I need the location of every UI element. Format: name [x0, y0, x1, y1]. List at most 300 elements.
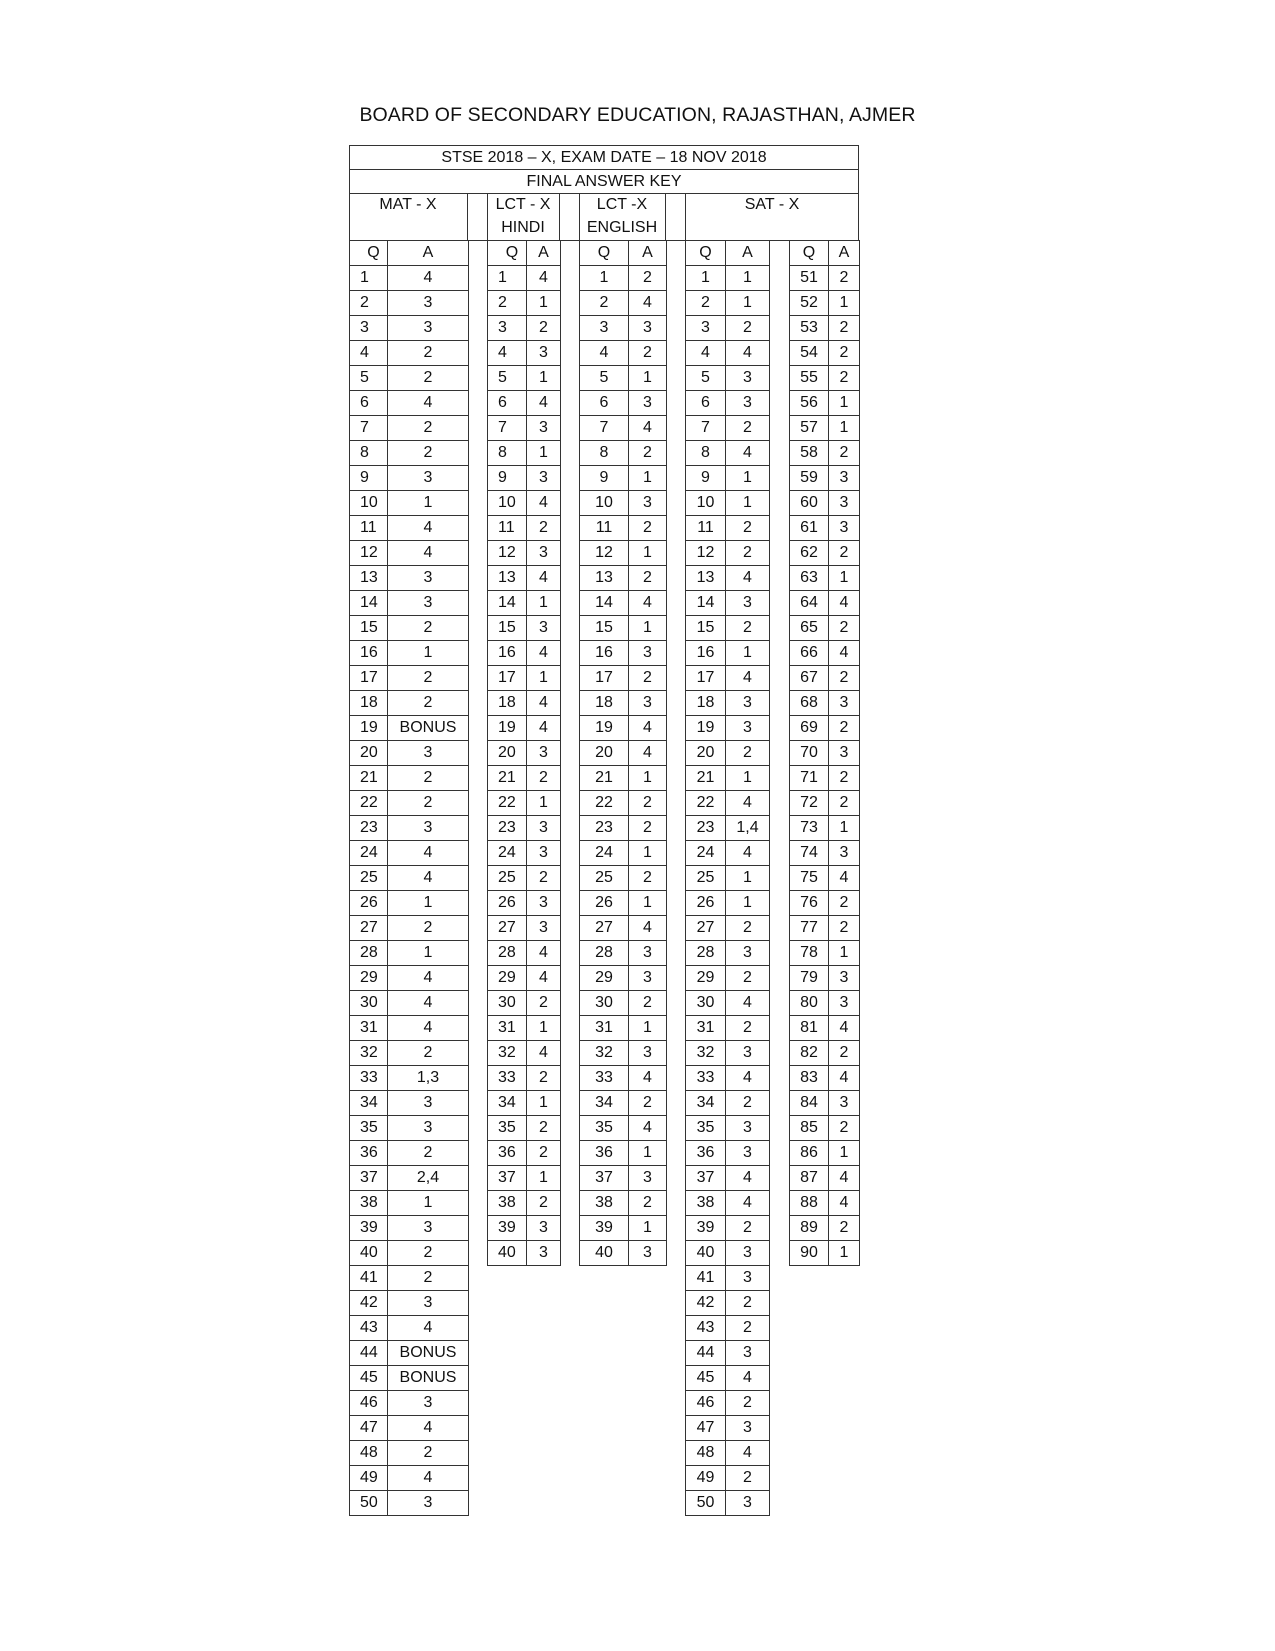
- table-row: [686, 616, 770, 641]
- table-row: [488, 1216, 561, 1241]
- question-number: 33: [350, 1066, 388, 1091]
- table-row: [580, 291, 667, 316]
- question-number: 42: [686, 1291, 726, 1316]
- table-row: [350, 1391, 469, 1416]
- answer-value: 2: [527, 1116, 561, 1141]
- question-number: 40: [488, 1241, 527, 1266]
- table-row: [790, 916, 860, 941]
- table-row: [790, 291, 860, 316]
- question-number: 7: [350, 416, 388, 441]
- answer-value: 1: [726, 266, 770, 291]
- answer-value: 2: [829, 1216, 860, 1241]
- answer-value: 2: [829, 716, 860, 741]
- table-row: [580, 266, 667, 291]
- answer-value: 3: [829, 491, 860, 516]
- question-number: 15: [488, 616, 527, 641]
- lct-english-answer-table: [579, 240, 667, 1266]
- table-row: [350, 991, 469, 1016]
- table-row: [580, 866, 667, 891]
- answer-value: 1: [829, 941, 860, 966]
- table-row: [350, 1316, 469, 1341]
- answer-value: 1: [629, 891, 667, 916]
- answer-value: 1: [527, 366, 561, 391]
- answer-value: 4: [829, 1191, 860, 1216]
- table-row: [686, 1316, 770, 1341]
- table-row: [350, 1291, 469, 1316]
- answer-value: 4: [388, 991, 469, 1016]
- question-number: 4: [686, 341, 726, 366]
- question-number: 23: [350, 816, 388, 841]
- question-number: 31: [350, 1016, 388, 1041]
- table-row: [686, 741, 770, 766]
- table-row: [350, 916, 469, 941]
- answer-value: 2: [527, 516, 561, 541]
- table-row: [580, 366, 667, 391]
- answer-value: 2: [388, 666, 469, 691]
- answer-value: 1: [726, 291, 770, 316]
- table-row: [580, 1216, 667, 1241]
- question-number: 17: [350, 666, 388, 691]
- answer-value: 2: [527, 991, 561, 1016]
- answer-value: 1: [388, 641, 469, 666]
- table-row: [350, 1016, 469, 1041]
- table-row: [686, 566, 770, 591]
- answer-value: 4: [527, 566, 561, 591]
- table-row: [686, 891, 770, 916]
- table-row: [580, 566, 667, 591]
- table-row: [686, 1116, 770, 1141]
- table-row: [580, 416, 667, 441]
- answer-value: 3: [829, 466, 860, 491]
- question-number: 27: [686, 916, 726, 941]
- table-row: [350, 566, 469, 591]
- question-number: 32: [580, 1041, 629, 1066]
- lct-hindi-header-line1: LCT - X: [495, 196, 551, 213]
- question-number: 26: [580, 891, 629, 916]
- sat-answer-table-part2: [789, 240, 860, 1266]
- answer-value: 2: [388, 791, 469, 816]
- answer-value: 2,4: [388, 1166, 469, 1191]
- answer-value: 3: [726, 1266, 770, 1291]
- question-number: 80: [790, 991, 829, 1016]
- question-number: 20: [580, 741, 629, 766]
- answer-value: 2: [388, 691, 469, 716]
- question-number: 22: [350, 791, 388, 816]
- table-row: [790, 1066, 860, 1091]
- answer-value: 2: [527, 1141, 561, 1166]
- table-row: [686, 991, 770, 1016]
- answer-value: 2: [726, 616, 770, 641]
- answer-value: 3: [726, 591, 770, 616]
- question-number: 22: [488, 791, 527, 816]
- question-number: 37: [686, 1166, 726, 1191]
- question-number: 21: [580, 766, 629, 791]
- answer-col-header: A: [726, 241, 770, 266]
- table-row: [686, 766, 770, 791]
- answer-value: 2: [388, 1141, 469, 1166]
- answer-value: 1: [527, 666, 561, 691]
- question-number: 10: [350, 491, 388, 516]
- question-number: 38: [580, 1191, 629, 1216]
- table-row: [350, 1491, 469, 1516]
- question-number: 5: [580, 366, 629, 391]
- table-row: [790, 441, 860, 466]
- table-row: [686, 1291, 770, 1316]
- answer-value: 2: [527, 766, 561, 791]
- table-row: [350, 1241, 469, 1266]
- answer-value: 3: [829, 966, 860, 991]
- question-number: 75: [790, 866, 829, 891]
- answer-value: 3: [388, 1291, 469, 1316]
- question-number: 35: [350, 1116, 388, 1141]
- table-row: [488, 1016, 561, 1041]
- question-number: 1: [580, 266, 629, 291]
- question-number: 46: [350, 1391, 388, 1416]
- table-row: [686, 1191, 770, 1216]
- question-number: 36: [580, 1141, 629, 1166]
- table-row: [580, 391, 667, 416]
- table-row: [686, 1041, 770, 1066]
- answer-col-header: A: [388, 241, 469, 266]
- table-row: [686, 441, 770, 466]
- question-number: 25: [488, 866, 527, 891]
- question-number: 1: [686, 266, 726, 291]
- answer-value: 3: [527, 741, 561, 766]
- table-row: [350, 516, 469, 541]
- table-row: [488, 866, 561, 891]
- answer-value: 4: [388, 1466, 469, 1491]
- answer-value: 2: [629, 341, 667, 366]
- answer-value: 1: [829, 1241, 860, 1266]
- answer-value: 3: [726, 1416, 770, 1441]
- table-row: [488, 891, 561, 916]
- answer-value: 1: [726, 866, 770, 891]
- table-row: [686, 1091, 770, 1116]
- table-row: [488, 391, 561, 416]
- table-row: [686, 366, 770, 391]
- answer-value: 2: [388, 341, 469, 366]
- question-number: 90: [790, 1241, 829, 1266]
- question-number: 69: [790, 716, 829, 741]
- table-row: [790, 941, 860, 966]
- answer-value: 1,3: [388, 1066, 469, 1091]
- table-row: [686, 1366, 770, 1391]
- table-row: [686, 1141, 770, 1166]
- question-number: 60: [790, 491, 829, 516]
- question-col-header: Q: [350, 241, 388, 266]
- table-row: [488, 1191, 561, 1216]
- answer-value: 2: [388, 366, 469, 391]
- table-row: [686, 1066, 770, 1091]
- table-row: [488, 366, 561, 391]
- answer-value: 1: [629, 366, 667, 391]
- question-number: 20: [686, 741, 726, 766]
- table-row: [580, 1091, 667, 1116]
- answer-value: 2: [726, 1466, 770, 1491]
- table-row: [686, 816, 770, 841]
- answer-value: 2: [829, 366, 860, 391]
- table-row: [686, 266, 770, 291]
- answer-value: 1,4: [726, 816, 770, 841]
- answer-value: 4: [388, 841, 469, 866]
- question-number: 70: [790, 741, 829, 766]
- answer-value: 3: [527, 466, 561, 491]
- answer-value: 2: [388, 916, 469, 941]
- table-row: [580, 766, 667, 791]
- answer-value: 1: [388, 941, 469, 966]
- question-number: 25: [686, 866, 726, 891]
- answer-col-header: A: [829, 241, 860, 266]
- table-row: [488, 441, 561, 466]
- answer-value: 4: [726, 1441, 770, 1466]
- answer-value: 1: [726, 641, 770, 666]
- question-number: 6: [580, 391, 629, 416]
- table-row: [580, 666, 667, 691]
- table-row: [686, 966, 770, 991]
- answer-value: 1: [527, 591, 561, 616]
- table-row: [790, 266, 860, 291]
- question-number: 88: [790, 1191, 829, 1216]
- question-number: 36: [488, 1141, 527, 1166]
- question-number: 26: [488, 891, 527, 916]
- table-row: [350, 1266, 469, 1291]
- answer-value: 1: [527, 791, 561, 816]
- table-row: [686, 1491, 770, 1516]
- question-number: 22: [580, 791, 629, 816]
- answer-value: 3: [388, 291, 469, 316]
- table-row: [488, 591, 561, 616]
- answer-value: 4: [527, 941, 561, 966]
- table-row: [580, 341, 667, 366]
- answer-value: 2: [527, 866, 561, 891]
- answer-value: 4: [829, 591, 860, 616]
- table-row: [488, 291, 561, 316]
- answer-value: 3: [726, 1491, 770, 1516]
- table-row: [488, 741, 561, 766]
- table-row: [686, 866, 770, 891]
- question-number: 77: [790, 916, 829, 941]
- table-row: [350, 266, 469, 291]
- question-number: 32: [686, 1041, 726, 1066]
- table-row: [350, 641, 469, 666]
- answer-value: 3: [388, 741, 469, 766]
- question-number: 35: [686, 1116, 726, 1141]
- question-number: 38: [686, 1191, 726, 1216]
- table-row: [580, 1041, 667, 1066]
- question-number: 12: [686, 541, 726, 566]
- table-row: [580, 791, 667, 816]
- question-number: 32: [350, 1041, 388, 1066]
- question-number: 3: [488, 316, 527, 341]
- question-number: 14: [580, 591, 629, 616]
- question-number: 11: [488, 516, 527, 541]
- answer-value: 4: [726, 1191, 770, 1216]
- question-number: 34: [488, 1091, 527, 1116]
- table-row: [350, 716, 469, 741]
- question-number: 49: [350, 1466, 388, 1491]
- table-row: [580, 941, 667, 966]
- table-row: [350, 466, 469, 491]
- answer-value: 4: [726, 841, 770, 866]
- question-number: 33: [580, 1066, 629, 1091]
- table-row: [488, 341, 561, 366]
- table-row: [350, 291, 469, 316]
- table-row: [580, 1166, 667, 1191]
- table-row: [686, 1241, 770, 1266]
- lct-hindi-answer-table: [487, 240, 561, 1266]
- question-number: 8: [350, 441, 388, 466]
- table-row: [580, 741, 667, 766]
- table-row: [790, 491, 860, 516]
- answer-value: 3: [527, 416, 561, 441]
- answer-value: 2: [629, 816, 667, 841]
- table-row: [350, 616, 469, 641]
- table-row: [488, 1141, 561, 1166]
- table-header-row: [790, 241, 860, 266]
- question-number: 16: [488, 641, 527, 666]
- answer-value: 4: [388, 266, 469, 291]
- answer-value: 2: [629, 1191, 667, 1216]
- answer-value: 1: [388, 491, 469, 516]
- table-row: [488, 816, 561, 841]
- table-row: [350, 816, 469, 841]
- answer-value: 2: [629, 1091, 667, 1116]
- table-row: [790, 991, 860, 1016]
- question-number: 50: [350, 1491, 388, 1516]
- answer-value: 4: [726, 791, 770, 816]
- question-number: 28: [350, 941, 388, 966]
- question-number: 10: [488, 491, 527, 516]
- table-row: [488, 666, 561, 691]
- table-row: [488, 266, 561, 291]
- table-row: [580, 816, 667, 841]
- answer-value: 3: [629, 641, 667, 666]
- table-row: [580, 841, 667, 866]
- table-row: [790, 866, 860, 891]
- question-number: 15: [686, 616, 726, 641]
- answer-value: 3: [629, 316, 667, 341]
- question-number: 2: [350, 291, 388, 316]
- question-number: 18: [580, 691, 629, 716]
- question-number: 9: [350, 466, 388, 491]
- question-number: 87: [790, 1166, 829, 1191]
- question-number: 17: [580, 666, 629, 691]
- answer-value: 1: [527, 291, 561, 316]
- answer-value: 3: [829, 691, 860, 716]
- table-row: [350, 666, 469, 691]
- answer-value: 3: [629, 391, 667, 416]
- table-row: [790, 616, 860, 641]
- lct-hindi-header-line2: HINDI: [501, 219, 545, 236]
- question-number: 7: [686, 416, 726, 441]
- answer-value: 4: [388, 541, 469, 566]
- question-number: 1: [350, 266, 388, 291]
- table-row: [790, 691, 860, 716]
- answer-value: 4: [629, 416, 667, 441]
- table-row: [580, 916, 667, 941]
- answer-value: 2: [726, 541, 770, 566]
- question-number: 36: [686, 1141, 726, 1166]
- question-number: 12: [350, 541, 388, 566]
- question-number: 26: [686, 891, 726, 916]
- question-number: 43: [350, 1316, 388, 1341]
- question-number: 39: [686, 1216, 726, 1241]
- table-row: [686, 791, 770, 816]
- table-row: [686, 1416, 770, 1441]
- question-number: 20: [488, 741, 527, 766]
- question-number: 39: [350, 1216, 388, 1241]
- answer-value: 3: [527, 816, 561, 841]
- answer-value: 4: [527, 266, 561, 291]
- sat-header: SAT - X: [744, 196, 800, 213]
- question-number: 58: [790, 441, 829, 466]
- question-number: 28: [488, 941, 527, 966]
- answer-value: 2: [829, 666, 860, 691]
- question-number: 81: [790, 1016, 829, 1041]
- question-number: 57: [790, 416, 829, 441]
- question-number: 38: [350, 1191, 388, 1216]
- lct-english-header-line2: ENGLISH: [586, 219, 658, 236]
- answer-value: 2: [829, 1041, 860, 1066]
- table-row: [790, 1166, 860, 1191]
- answer-value: 2: [527, 1191, 561, 1216]
- answer-value: 4: [527, 491, 561, 516]
- table-row: [488, 416, 561, 441]
- answer-value: 2: [629, 266, 667, 291]
- answer-value: 4: [527, 1041, 561, 1066]
- question-number: 15: [580, 616, 629, 641]
- question-number: 54: [790, 341, 829, 366]
- table-row: [350, 1141, 469, 1166]
- question-number: 66: [790, 641, 829, 666]
- question-number: 16: [580, 641, 629, 666]
- question-number: 34: [686, 1091, 726, 1116]
- answer-value: 1: [527, 1166, 561, 1191]
- answer-value: 3: [629, 691, 667, 716]
- answer-value: 4: [527, 966, 561, 991]
- answer-value: 4: [388, 1416, 469, 1441]
- question-number: 39: [580, 1216, 629, 1241]
- question-number: 9: [488, 466, 527, 491]
- table-row: [350, 491, 469, 516]
- answer-value: 4: [629, 591, 667, 616]
- question-number: 65: [790, 616, 829, 641]
- question-number: 24: [350, 841, 388, 866]
- question-number: 2: [686, 291, 726, 316]
- question-number: 72: [790, 791, 829, 816]
- answer-value: 3: [388, 816, 469, 841]
- answer-value: 1: [629, 1016, 667, 1041]
- table-row: [580, 1116, 667, 1141]
- answer-value: 3: [829, 841, 860, 866]
- answer-value: 2: [726, 741, 770, 766]
- answer-value: 2: [629, 666, 667, 691]
- mat-answer-table: [349, 240, 469, 1516]
- table-row: [686, 691, 770, 716]
- answer-value: BONUS: [388, 1341, 469, 1366]
- question-number: 8: [488, 441, 527, 466]
- answer-value: 1: [726, 891, 770, 916]
- question-number: 29: [686, 966, 726, 991]
- table-row: [790, 666, 860, 691]
- answer-value: 4: [829, 1166, 860, 1191]
- question-number: 28: [686, 941, 726, 966]
- table-row: [488, 1091, 561, 1116]
- question-number: 23: [686, 816, 726, 841]
- answer-value: 3: [726, 1341, 770, 1366]
- answer-value: 4: [726, 666, 770, 691]
- question-number: 74: [790, 841, 829, 866]
